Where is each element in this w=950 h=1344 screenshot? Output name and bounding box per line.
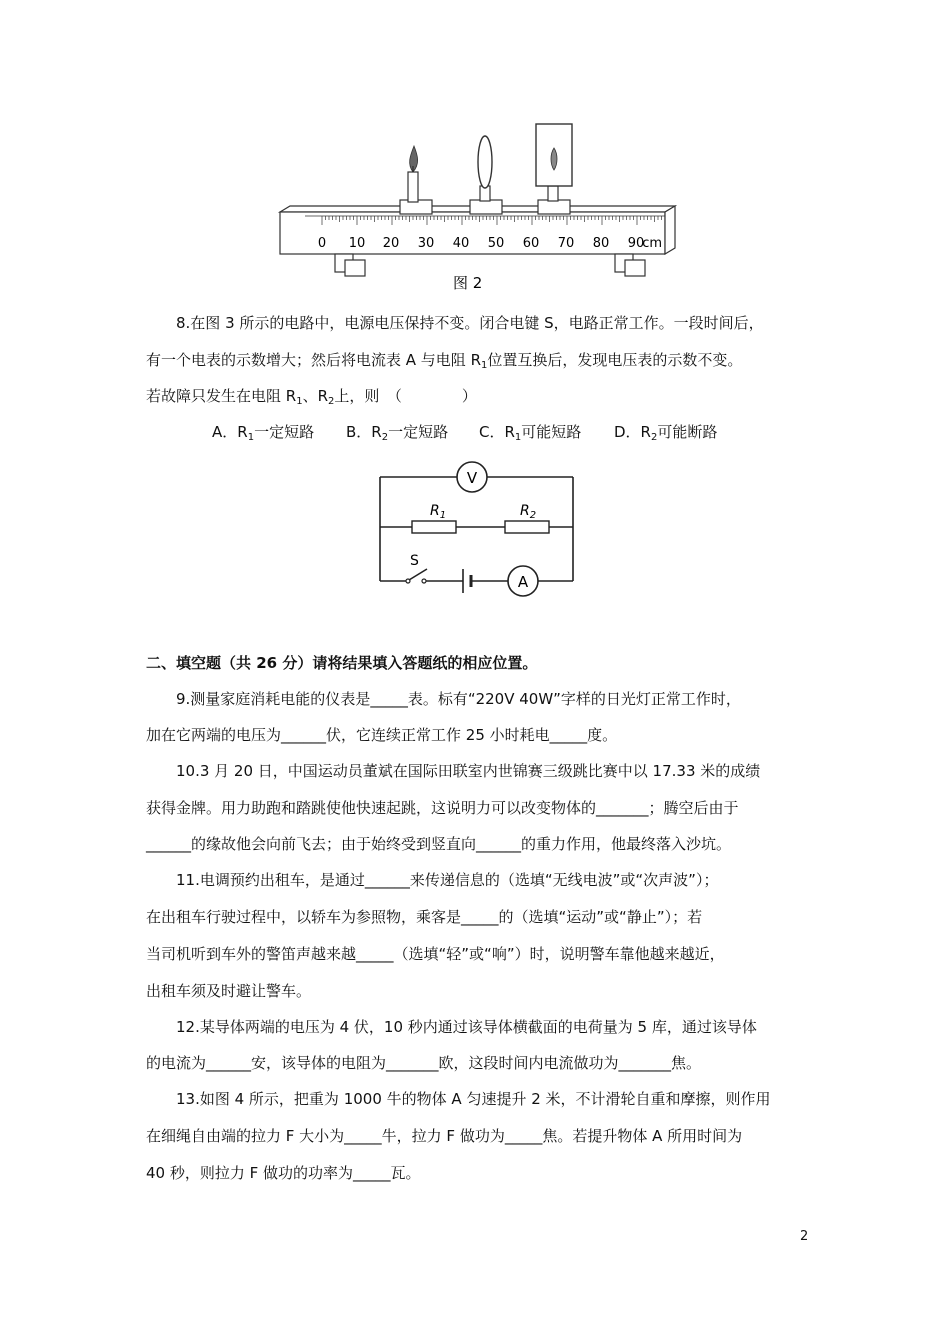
tick-label: 0 <box>317 236 327 251</box>
svg-text:R1: $R_1$ <box>430 503 447 521</box>
flame-icon <box>410 146 418 172</box>
svg-text:A: A <box>517 573 529 591</box>
resistor-r2 <box>505 503 549 533</box>
q10-line1: 10.3 月 20 日，中国运动员董斌在国际田联室内世锦赛三级跳比赛中以 17.33 米的成绩 <box>176 762 761 780</box>
tick-label: 70 <box>557 236 575 251</box>
q10-line3: ______的缘故他会向前飞去；由于始终受到竖直向______的重力作用，他最终落入沙坑。 <box>146 835 732 853</box>
screen <box>536 124 572 214</box>
unit-label: cm <box>642 236 662 251</box>
q9-line1: 9.测量家庭消耗电能的仪表是_____表。标有“220V 40W”字样的日光灯正常工作时， <box>176 690 741 708</box>
bench-legs <box>335 254 645 276</box>
q13-line2: 在细绳自由端的拉力 F 大小为_____牛，拉力 F 做功为_____焦。若提升物体 A 所用时间为 <box>146 1127 743 1145</box>
resistor-r1 <box>412 503 456 533</box>
tick-label: 30 <box>417 236 435 251</box>
q11-line3: 当司机听到车外的警笛声越来越_____（选填“轻”或“响”）时，说明警车靠他越来越近， <box>146 945 725 963</box>
switch <box>406 553 427 583</box>
tick-label: 10 <box>348 236 366 251</box>
ammeter <box>508 566 538 596</box>
svg-text:S: S <box>410 553 419 569</box>
q8-line3: 若故障只发生在电阻 $R_1$、$R_2$上，则 （ ） <box>146 387 477 407</box>
q8-option-d: D．$R_2$可能断路 <box>614 423 718 443</box>
q8-line1: 8.在图 3 所示的电路中，电源电压保持不变。闭合电键 S，电路正常工作。一段时间后， <box>176 314 764 332</box>
q13-line3: 40 秒，则拉力 F 做功的功率为_____瓦。 <box>146 1164 421 1182</box>
q11-line2: 在出租车行驶过程中，以轿车为参照物，乘客是_____的（选填“运动”或“静止”）；若 <box>146 908 703 926</box>
q8-option-a: A．$R_1$一定短路 <box>212 423 315 443</box>
q8-line2: 有一个电表的示数增大；然后将电流表 A 与电阻 $R_1$位置互换后，发现电压表的示数不变。 <box>146 351 743 371</box>
tick-label: 90 <box>627 236 645 251</box>
q11-line4: 出租车须及时避让警车。 <box>146 982 312 1000</box>
circuit-figure <box>370 455 585 600</box>
section-heading: 二、填空题（共 26 分）请将结果填入答题纸的相应位置。 <box>146 654 538 672</box>
tick-label: 40 <box>452 236 470 251</box>
figure-caption: 图 2 <box>453 274 483 292</box>
optical-bench-figure <box>270 120 690 300</box>
q8-option-c: C．$R_1$可能短路 <box>479 423 582 443</box>
image-on-screen <box>551 148 557 170</box>
bench-side <box>665 206 675 254</box>
svg-text:V: V <box>466 469 478 487</box>
q12-line1: 12.某导体两端的电压为 4 伏，10 秒内通过该导体横截面的电荷量为 5 库，通过该导体 <box>176 1018 757 1036</box>
tick-label: 60 <box>522 236 540 251</box>
q13-line1: 13.如图 4 所示，把重为 1000 牛的物体 A 匀速提升 2 米，不计滑轮自重和摩擦，则作用 <box>176 1090 771 1108</box>
q8-option-b: B．$R_2$一定短路 <box>346 423 449 443</box>
voltmeter <box>457 462 487 492</box>
q9-line2: 加在它两端的电压为______伏，它连续正常工作 25 小时耗电_____度。 <box>146 726 618 744</box>
tick-label: 80 <box>592 236 610 251</box>
lens <box>470 136 502 214</box>
page-number: 2 <box>800 1229 809 1244</box>
battery <box>463 569 471 593</box>
tick-label: 20 <box>382 236 400 251</box>
q12-line2: 的电流为______安，该导体的电阻为_______欧，这段时间内电流做功为_______焦。 <box>146 1054 702 1072</box>
svg-text:R2: $R_2$ <box>520 503 537 521</box>
q11-line1: 11.电调预约出租车，是通过______来传递信息的（选填“无线电波”或“次声波”）； <box>176 871 719 889</box>
tick-label: 50 <box>487 236 505 251</box>
q10-line2: 获得金牌。用力助跑和踏跳使他快速起跳，这说明力可以改变物体的_______；腾空后由于 <box>146 799 739 817</box>
candle <box>400 146 432 214</box>
